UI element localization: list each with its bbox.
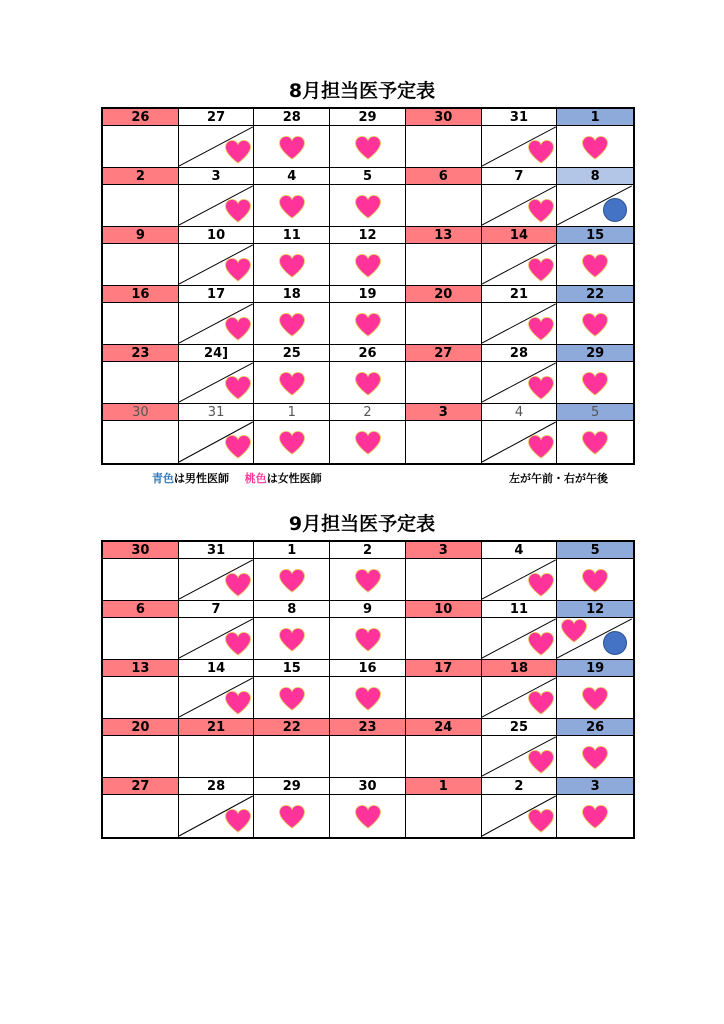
schedule-cell — [254, 559, 330, 601]
schedule-cell — [406, 126, 482, 168]
week-schedule-row — [103, 736, 633, 778]
schedule-cell — [482, 185, 558, 227]
date-cell: 11 — [254, 227, 330, 244]
week-schedule-row — [103, 795, 633, 837]
schedule-cell — [482, 421, 558, 463]
schedule-cell — [482, 618, 558, 660]
date-cell: 27 — [103, 778, 179, 795]
schedule-cell — [254, 362, 330, 404]
heart-icon — [277, 430, 307, 456]
week-header-row — [103, 168, 633, 185]
schedule-cell — [179, 736, 255, 778]
week-header-row — [103, 719, 633, 736]
date-cell: 23 — [330, 719, 406, 736]
date-cell: 29 — [254, 778, 330, 795]
date-cell: 9 — [330, 601, 406, 618]
schedule-cell — [179, 126, 255, 168]
heart-icon — [526, 375, 556, 401]
heart-icon — [526, 316, 556, 342]
schedule-cell — [103, 303, 179, 345]
date-cell: 24 — [406, 719, 482, 736]
date-cell: 7 — [482, 168, 558, 185]
date-cell: 20 — [406, 286, 482, 303]
date-cell: 1 — [254, 542, 330, 559]
heart-icon — [526, 749, 556, 775]
heart-icon — [580, 371, 610, 397]
date-cell: 2 — [330, 542, 406, 559]
heart-icon — [353, 253, 383, 279]
week-schedule-row — [103, 421, 633, 463]
week-header-row — [103, 601, 633, 618]
circle-icon — [603, 198, 627, 222]
heart-icon — [223, 198, 253, 224]
heart-icon — [223, 257, 253, 283]
date-cell: 29 — [557, 345, 633, 362]
schedule-cell — [330, 244, 406, 286]
heart-icon — [526, 139, 556, 165]
schedule-cell — [482, 303, 558, 345]
date-cell: 30 — [330, 778, 406, 795]
heart-icon — [277, 568, 307, 594]
schedule-cell — [557, 559, 633, 601]
schedule-cell — [179, 244, 255, 286]
week-header-row — [103, 286, 633, 303]
heart-icon — [559, 618, 589, 644]
schedule-cell — [330, 677, 406, 719]
date-cell: 11 — [482, 601, 558, 618]
heart-icon — [353, 371, 383, 397]
heart-icon — [277, 135, 307, 161]
schedule-cell — [330, 185, 406, 227]
date-cell: 16 — [103, 286, 179, 303]
date-cell: 31 — [482, 109, 558, 126]
heart-icon — [223, 690, 253, 716]
heart-icon — [353, 430, 383, 456]
heart-icon — [580, 686, 610, 712]
schedule-cell — [179, 618, 255, 660]
heart-icon — [223, 434, 253, 460]
date-cell: 21 — [482, 286, 558, 303]
heart-icon — [526, 690, 556, 716]
date-cell: 4 — [254, 168, 330, 185]
heart-icon — [223, 808, 253, 834]
date-cell: 4 — [482, 404, 558, 421]
date-cell: 27 — [406, 345, 482, 362]
heart-icon — [353, 627, 383, 653]
legend-pink-word: 桃色 — [244, 472, 267, 485]
schedule-cell — [406, 421, 482, 463]
legend-doctors — [152, 470, 322, 486]
august-calendar — [101, 107, 635, 465]
week-schedule-row — [103, 559, 633, 601]
week-schedule-row — [103, 618, 633, 660]
schedule-cell — [254, 618, 330, 660]
september-title: 9月担当医予定表 — [288, 513, 436, 535]
schedule-cell — [330, 736, 406, 778]
schedule-cell — [482, 244, 558, 286]
schedule-cell — [254, 421, 330, 463]
schedule-cell — [103, 618, 179, 660]
date-cell: 2 — [103, 168, 179, 185]
date-cell: 22 — [557, 286, 633, 303]
schedule-cell — [482, 677, 558, 719]
schedule-cell — [330, 362, 406, 404]
date-cell: 14 — [179, 660, 255, 677]
schedule-cell — [406, 185, 482, 227]
date-cell: 3 — [179, 168, 255, 185]
heart-icon — [580, 253, 610, 279]
heart-icon — [277, 686, 307, 712]
schedule-cell — [406, 559, 482, 601]
date-cell: 21 — [179, 719, 255, 736]
date-cell: 2 — [330, 404, 406, 421]
date-cell: 31 — [179, 542, 255, 559]
heart-icon — [277, 253, 307, 279]
heart-icon — [580, 312, 610, 338]
heart-icon — [526, 572, 556, 598]
schedule-cell — [103, 559, 179, 601]
heart-icon — [223, 139, 253, 165]
heart-icon — [580, 804, 610, 830]
week-schedule-row — [103, 185, 633, 227]
week-schedule-row — [103, 303, 633, 345]
date-cell: 18 — [482, 660, 558, 677]
heart-icon — [580, 745, 610, 771]
schedule-cell — [406, 795, 482, 837]
schedule-cell — [103, 795, 179, 837]
schedule-cell — [406, 618, 482, 660]
circle-icon — [603, 631, 627, 655]
heart-icon — [580, 430, 610, 456]
week-header-row — [103, 109, 633, 126]
date-cell: 23 — [103, 345, 179, 362]
schedule-cell — [330, 303, 406, 345]
date-cell: 27 — [179, 109, 255, 126]
date-cell: 13 — [406, 227, 482, 244]
heart-icon — [526, 808, 556, 834]
heart-icon — [277, 312, 307, 338]
schedule-cell — [254, 126, 330, 168]
heart-icon — [277, 627, 307, 653]
schedule-cell — [557, 618, 633, 660]
week-header-row — [103, 404, 633, 421]
schedule-cell — [103, 736, 179, 778]
schedule-cell — [103, 677, 179, 719]
week-schedule-row — [103, 244, 633, 286]
date-cell: 16 — [330, 660, 406, 677]
week-header-row — [103, 778, 633, 795]
heart-icon — [223, 631, 253, 657]
schedule-cell — [406, 244, 482, 286]
date-cell: 5 — [557, 542, 633, 559]
date-cell: 6 — [406, 168, 482, 185]
schedule-cell — [330, 559, 406, 601]
schedule-cell — [103, 362, 179, 404]
schedule-cell — [330, 618, 406, 660]
legend-am-pm: 左が午前・右が午後 — [509, 472, 608, 485]
schedule-cell — [557, 736, 633, 778]
schedule-cell — [482, 736, 558, 778]
date-cell: 22 — [254, 719, 330, 736]
heart-icon — [223, 316, 253, 342]
date-cell: 3 — [406, 404, 482, 421]
date-cell: 26 — [330, 345, 406, 362]
week-schedule-row — [103, 677, 633, 719]
date-cell: 19 — [557, 660, 633, 677]
week-header-row — [103, 227, 633, 244]
schedule-cell — [482, 126, 558, 168]
heart-icon — [277, 371, 307, 397]
date-cell: 28 — [254, 109, 330, 126]
date-cell: 10 — [406, 601, 482, 618]
schedule-cell — [254, 303, 330, 345]
heart-icon — [353, 194, 383, 220]
date-cell: 31 — [179, 404, 255, 421]
date-cell: 1 — [406, 778, 482, 795]
date-cell: 18 — [254, 286, 330, 303]
date-cell: 2 — [482, 778, 558, 795]
date-cell: 25 — [482, 719, 558, 736]
schedule-cell — [406, 736, 482, 778]
schedule-cell — [330, 126, 406, 168]
date-cell: 25 — [254, 345, 330, 362]
date-cell: 20 — [103, 719, 179, 736]
heart-icon — [526, 257, 556, 283]
schedule-cell — [482, 559, 558, 601]
schedule-cell — [179, 677, 255, 719]
date-cell: 15 — [254, 660, 330, 677]
schedule-cell — [406, 677, 482, 719]
schedule-cell — [330, 421, 406, 463]
heart-icon — [353, 568, 383, 594]
week-header-row — [103, 345, 633, 362]
heart-icon — [277, 194, 307, 220]
schedule-cell — [103, 185, 179, 227]
date-cell: 30 — [406, 109, 482, 126]
heart-icon — [526, 434, 556, 460]
date-cell: 17 — [406, 660, 482, 677]
date-cell: 8 — [254, 601, 330, 618]
schedule-cell — [557, 795, 633, 837]
date-cell: 6 — [103, 601, 179, 618]
heart-icon — [353, 135, 383, 161]
legend-pink-text: は女性医師 — [266, 472, 322, 485]
heart-icon — [277, 804, 307, 830]
schedule-cell — [103, 421, 179, 463]
schedule-cell — [254, 736, 330, 778]
schedule-cell — [557, 362, 633, 404]
schedule-cell — [254, 244, 330, 286]
schedule-cell — [557, 677, 633, 719]
date-cell: 7 — [179, 601, 255, 618]
date-cell: 8 — [557, 168, 633, 185]
schedule-cell — [406, 303, 482, 345]
schedule-cell — [557, 244, 633, 286]
date-cell: 14 — [482, 227, 558, 244]
schedule-cell — [254, 795, 330, 837]
date-cell: 13 — [103, 660, 179, 677]
schedule-cell — [254, 677, 330, 719]
schedule-cell — [557, 126, 633, 168]
date-cell: 30 — [103, 404, 179, 421]
date-cell: 28 — [482, 345, 558, 362]
date-cell: 28 — [179, 778, 255, 795]
date-cell: 26 — [103, 109, 179, 126]
schedule-cell — [330, 795, 406, 837]
heart-icon — [223, 572, 253, 598]
schedule-cell — [557, 185, 633, 227]
schedule-cell — [103, 244, 179, 286]
week-schedule-row — [103, 126, 633, 168]
schedule-cell — [179, 362, 255, 404]
date-cell: 24] — [179, 345, 255, 362]
schedule-cell — [557, 421, 633, 463]
date-cell: 4 — [482, 542, 558, 559]
week-header-row — [103, 660, 633, 677]
week-header-row — [103, 542, 633, 559]
heart-icon — [353, 312, 383, 338]
date-cell: 5 — [330, 168, 406, 185]
august-title: 8月担当医予定表 — [288, 80, 436, 102]
schedule-cell — [179, 559, 255, 601]
schedule-cell — [103, 126, 179, 168]
date-cell: 12 — [557, 601, 633, 618]
date-cell: 1 — [557, 109, 633, 126]
schedule-cell — [179, 795, 255, 837]
heart-icon — [353, 686, 383, 712]
heart-icon — [223, 375, 253, 401]
date-cell: 9 — [103, 227, 179, 244]
date-cell: 3 — [557, 778, 633, 795]
september-calendar — [101, 540, 635, 839]
legend-blue-word: 青色 — [152, 472, 174, 485]
heart-icon — [353, 804, 383, 830]
date-cell: 12 — [330, 227, 406, 244]
date-cell: 26 — [557, 719, 633, 736]
schedule-cell — [557, 303, 633, 345]
date-cell: 1 — [254, 404, 330, 421]
date-cell: 5 — [557, 404, 633, 421]
date-cell: 10 — [179, 227, 255, 244]
heart-icon — [580, 568, 610, 594]
heart-icon — [580, 135, 610, 161]
schedule-cell — [482, 362, 558, 404]
date-cell: 3 — [406, 542, 482, 559]
date-cell: 30 — [103, 542, 179, 559]
heart-icon — [526, 198, 556, 224]
schedule-cell — [179, 303, 255, 345]
week-schedule-row — [103, 362, 633, 404]
date-cell: 29 — [330, 109, 406, 126]
schedule-cell — [254, 185, 330, 227]
schedule-cell — [179, 421, 255, 463]
date-cell: 19 — [330, 286, 406, 303]
date-cell: 17 — [179, 286, 255, 303]
heart-icon — [526, 631, 556, 657]
legend-blue-text: は男性医師 — [174, 472, 229, 485]
schedule-cell — [482, 795, 558, 837]
date-cell: 15 — [557, 227, 633, 244]
schedule-cell — [406, 362, 482, 404]
schedule-cell — [179, 185, 255, 227]
